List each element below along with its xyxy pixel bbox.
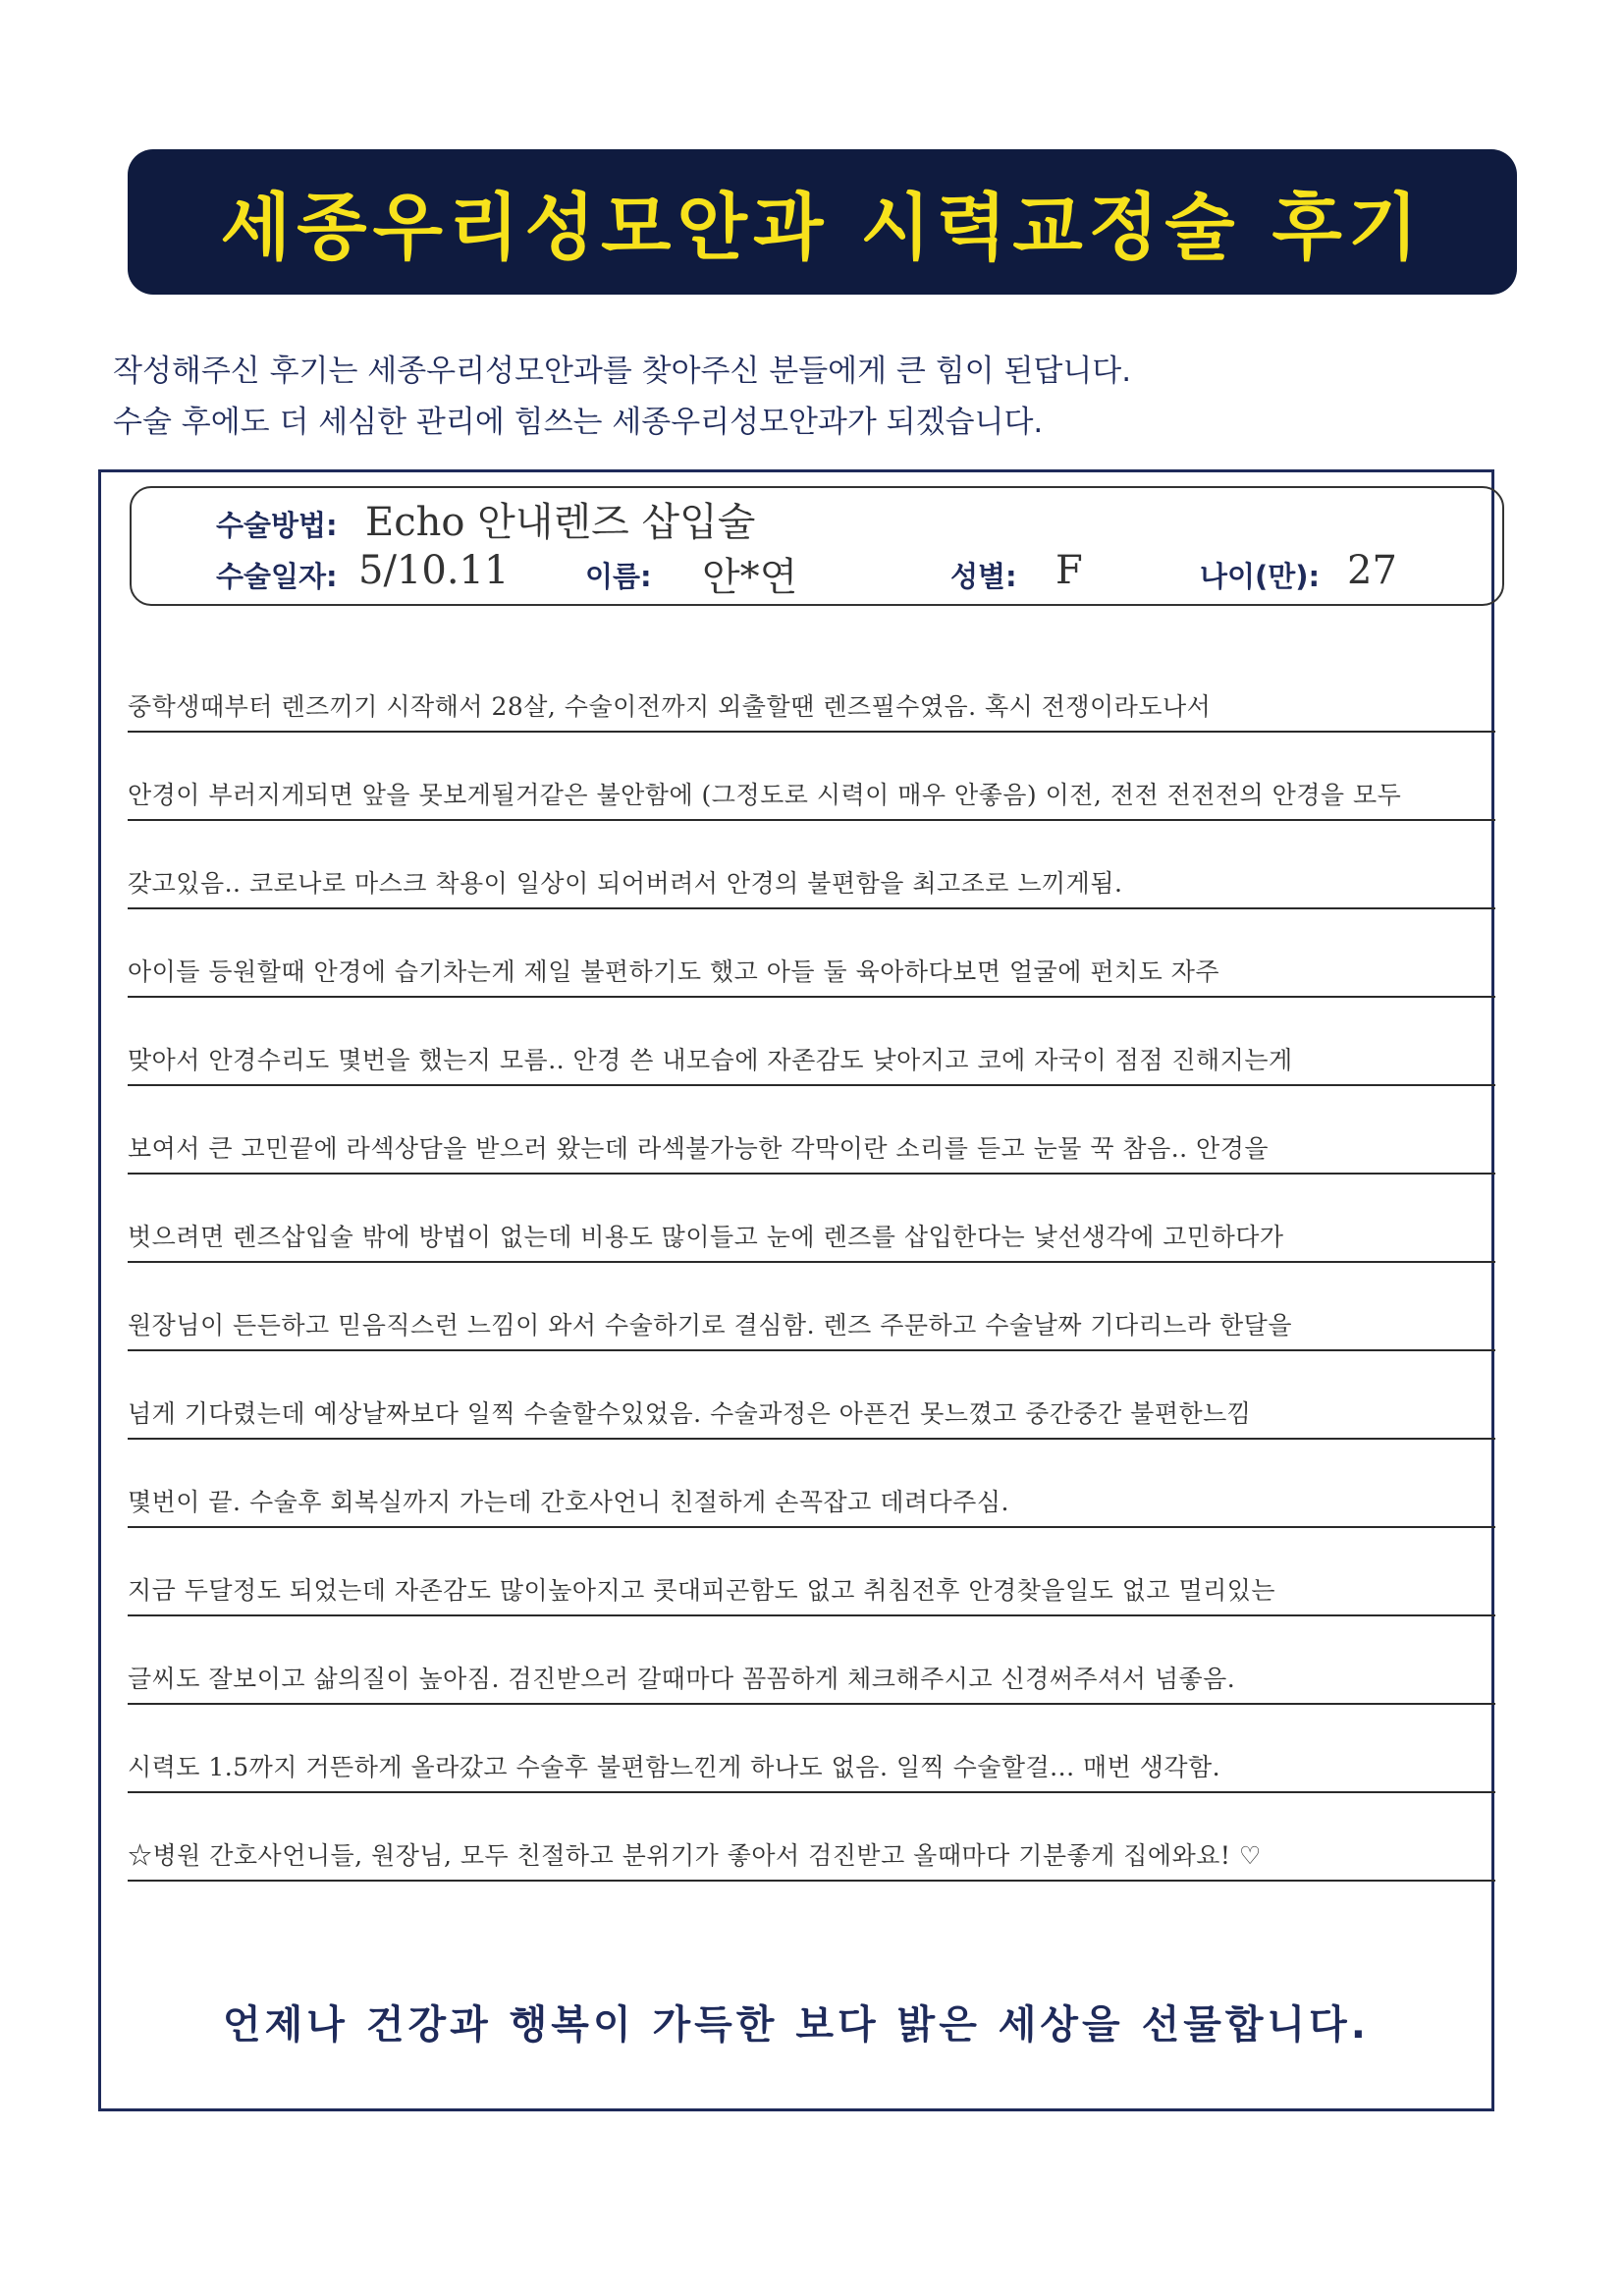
review-line — [128, 1469, 1495, 1528]
intro-line: 작성해주신 후기는 세종우리성모안과를 찾아주신 분들에게 큰 힘이 된답니다. — [113, 354, 1132, 389]
gender-label: 성별: — [950, 560, 1017, 593]
review-text: 원장님이 든든하고 믿음직스런 느낌이 와서 수술하기로 결심함. 렌즈 주문하고 수술날짜 기다리느라 한달을 — [128, 1311, 1292, 1339]
review-text: 갖고있음.. 코로나로 마스크 착용이 일상이 되어버려서 안경의 불편함을 최고조로 느끼게됨. — [128, 869, 1123, 898]
review-line — [128, 939, 1495, 998]
review-line — [128, 1823, 1495, 1882]
footer-slogan: 언제나 건강과 행복이 가득한 보다 밝은 세상을 선물합니다. — [222, 2002, 1371, 2048]
review-text: 지금 두달정도 되었는데 자존감도 많이높아지고 콧대피곤함도 없고 취침전후 안경찾을일도 없고 멀리있는 — [128, 1576, 1276, 1605]
gender-value: F — [1055, 548, 1083, 593]
review-line — [128, 762, 1495, 821]
age-value: 27 — [1347, 548, 1397, 593]
review-text: 보여서 큰 고민끝에 라섹상담을 받으러 왔는데 라섹불가능한 각막이란 소리를 듣고 눈물 꾹 참음.. 안경을 — [128, 1134, 1270, 1163]
header-banner — [128, 149, 1517, 295]
date-label: 수술일자: — [216, 560, 338, 593]
review-line — [128, 1558, 1495, 1616]
review-line — [128, 1027, 1495, 1086]
review-text: 시력도 1.5까지 거뜬하게 올라갔고 수술후 불편함느낀게 하나도 없음. 일찍 수술할걸... 매번 생각함. — [128, 1753, 1221, 1781]
review-line — [128, 850, 1495, 909]
review-line — [128, 1292, 1495, 1351]
name-label: 이름: — [585, 560, 652, 593]
review-line — [128, 1116, 1495, 1175]
review-text: 몇번이 끝. 수술후 회복실까지 가는데 간호사언니 친절하게 손꼭잡고 데려다주심. — [128, 1488, 1009, 1516]
intro-line: 수술 후에도 더 세심한 관리에 힘쓰는 세종우리성모안과가 되겠습니다. — [113, 405, 1044, 440]
intro-text — [113, 346, 1507, 448]
review-text: 안경이 부러지게되면 앞을 못보게될거같은 불안함에 (그정도로 시력이 매우 안좋음) 이전, 전전 전전전의 안경을 모두 — [128, 781, 1402, 809]
review-text: 넘게 기다렸는데 예상날짜보다 일찍 수술할수있었음. 수술과정은 아픈건 못느꼈고 중간중간 불편한느낌 — [128, 1399, 1252, 1428]
page-title: 세종우리성모안과 시력교정술 후기 — [220, 186, 1425, 270]
review-text: 글씨도 잘보이고 삶의질이 높아짐. 검진받으러 갈때마다 꼼꼼하게 체크해주시고 신경써주셔서 넘좋음. — [128, 1665, 1236, 1693]
date-value: 5/10.11 — [358, 548, 510, 593]
review-line — [128, 1204, 1495, 1263]
review-text: ☆병원 간호사언니들, 원장님, 모두 친절하고 분위기가 좋아서 검진받고 올때마다 기분좋게 집에와요! ♡ — [128, 1841, 1262, 1870]
review-line — [128, 1646, 1495, 1705]
review-line — [128, 674, 1495, 733]
review-text: 아이들 등원할때 안경에 습기차는게 제일 불편하기도 했고 아들 둘 육아하다보면 얼굴에 펀치도 자주 — [128, 957, 1220, 986]
review-line — [128, 1381, 1495, 1440]
name-value: 안*연 — [702, 555, 798, 600]
review-text: 중학생때부터 렌즈끼기 시작해서 28살, 수술이전까지 외출할땐 렌즈필수였음. 혹시 전쟁이라도나서 — [128, 692, 1212, 721]
review-text: 벗으려면 렌즈삽입술 밖에 방법이 없는데 비용도 많이들고 눈에 렌즈를 삽입한다는 낯선생각에 고민하다가 — [128, 1223, 1284, 1251]
review-text: 맞아서 안경수리도 몇번을 했는지 모름.. 안경 쓴 내모습에 자존감도 낮아지고 코에 자국이 점점 진해지는게 — [128, 1046, 1293, 1074]
age-label: 나이(만): — [1200, 560, 1321, 593]
method-value: Echo 안내렌즈 삽입술 — [365, 500, 756, 545]
review-line — [128, 1734, 1495, 1793]
method-label: 수술방법: — [216, 509, 338, 542]
